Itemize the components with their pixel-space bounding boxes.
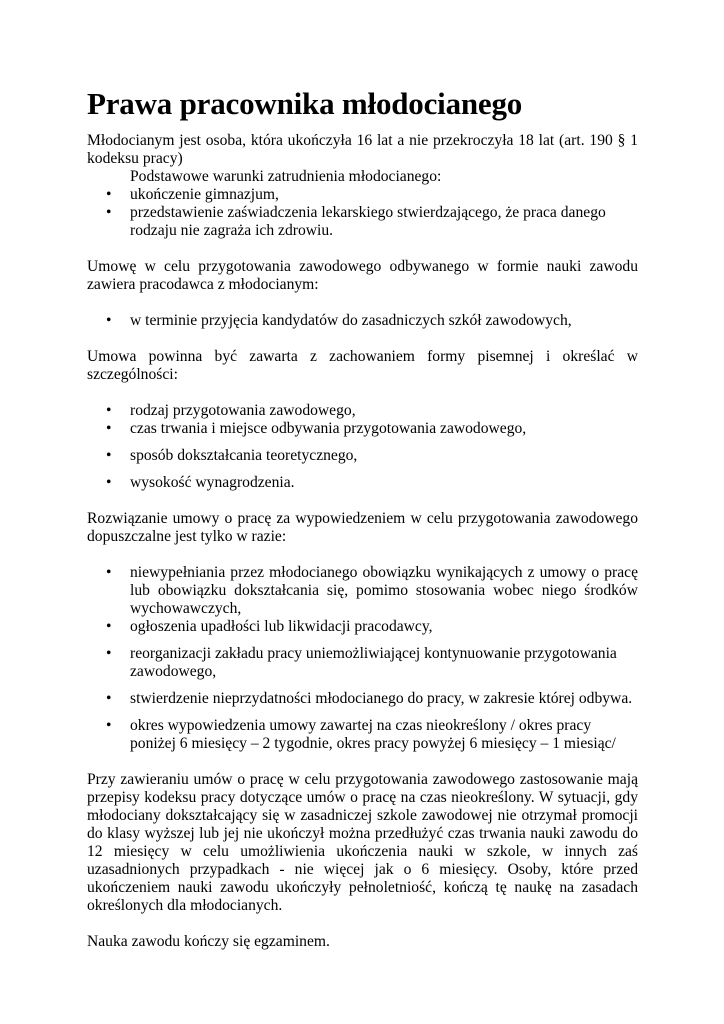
bullet-icon: • xyxy=(106,420,112,437)
bullet-icon: • xyxy=(106,204,112,221)
contract-intro-paragraph: Umowę w celu przygotowania zawodowego odbywanego w formie nauki zawodu zawiera pracodawca z młodocianym: xyxy=(87,258,638,293)
list-item: • okres wypowiedzenia umowy zawartej na czas nieokreślony / okres pracy poniżej 6 miesięcy – 2 tygodnie, okres pracy powyżej 6 miesięcy – 1 miesiąc/ xyxy=(106,717,616,752)
closing-paragraph: Przy zawieraniu umów o pracę w celu przygotowania zawodowego zastosowanie mają przepisy kodeksu pracy dotyczące umów o pracę na czas nieokreślony. W sytuacji, gdy młodociany dokształcający się w zasadniczej szkole zawodowej nie otrzymał promocji do klasy wyższej lub jej nie ukończył można przedłużyć czas trwania nauki zawodu do 12 miesięcy w celu umożliwienia ukończenia nauki w szkole, w innych zaś uzasadnionych przypadkach - nie więcej jak o 6 miesięcy. Osoby, które przed ukończeniem nauki zawodu ukończyły pełnoletniość, kończą tę naukę na zasadach określonych dla młodocianych. xyxy=(87,771,638,914)
bullet-icon: • xyxy=(106,618,112,635)
list-item: • rodzaj przygotowania zawodowego, xyxy=(106,402,356,419)
list-item: • sposób dokształcania teoretycznego, xyxy=(106,447,358,464)
list-item: • ukończenie gimnazjum, xyxy=(106,186,279,203)
conditions-list xyxy=(87,186,638,240)
list-item: • reorganizacji zakładu pracy uniemożliwiającej kontynuowanie przygotowania zawodowego, xyxy=(106,645,617,680)
list-item: • stwierdzenie nieprzydatności młodocianego do pracy, w zakresie której odbywa. xyxy=(106,690,633,707)
termination-list xyxy=(87,564,638,753)
bullet-icon: • xyxy=(106,474,112,491)
final-line: Nauka zawodu kończy się egzaminem. xyxy=(87,933,330,950)
bullet-icon: • xyxy=(106,447,112,464)
bullet-icon: • xyxy=(106,312,112,329)
bullet-icon: • xyxy=(106,645,112,662)
bullet-icon: • xyxy=(106,717,112,734)
list-item: • przedstawienie zaświadczenia lekarskiego stwierdzającego, że praca danego rodzaju nie zagraża ich zdrowiu. xyxy=(106,204,606,239)
form-intro-paragraph: Umowa powinna być zawarta z zachowaniem formy pisemnej i określać w szczególności: xyxy=(87,348,638,383)
list-item: • ogłoszenia upadłości lub likwidacji pracodawcy, xyxy=(106,618,433,635)
bullet-icon: • xyxy=(106,186,112,203)
list-item: • w terminie przyjęcia kandydatów do zasadniczych szkół zawodowych, xyxy=(106,312,572,329)
document-title: Prawa pracownika młodocianego xyxy=(87,86,523,121)
bullet-icon: • xyxy=(106,402,112,419)
bullet-icon: • xyxy=(106,690,112,707)
bullet-icon: • xyxy=(106,564,112,581)
list-item: • wysokość wynagrodzenia. xyxy=(106,474,295,491)
form-list xyxy=(87,402,638,492)
list-item: • czas trwania i miejsce odbywania przygotowania zawodowego, xyxy=(106,420,527,437)
document-page xyxy=(87,86,638,951)
intro-paragraph: Młodocianym jest osoba, która ukończyła 16 lat a nie przekroczyła 18 lat (art. 190 § 1 kodeksu pracy) xyxy=(87,132,638,167)
contract-list xyxy=(87,312,638,330)
conditions-heading: Podstawowe warunki zatrudnienia młodocianego: xyxy=(130,168,442,185)
list-item: • niewypełniania przez młodocianego obowiązku wynikających z umowy o pracę lub obowiązku dokształcania się, pomimo stosowania wobec niego środków wychowawczych, xyxy=(106,564,638,617)
termination-intro-paragraph: Rozwiązanie umowy o pracę za wypowiedzeniem w celu przygotowania zawodowego dopuszczalne jest tylko w razie: xyxy=(87,510,638,545)
